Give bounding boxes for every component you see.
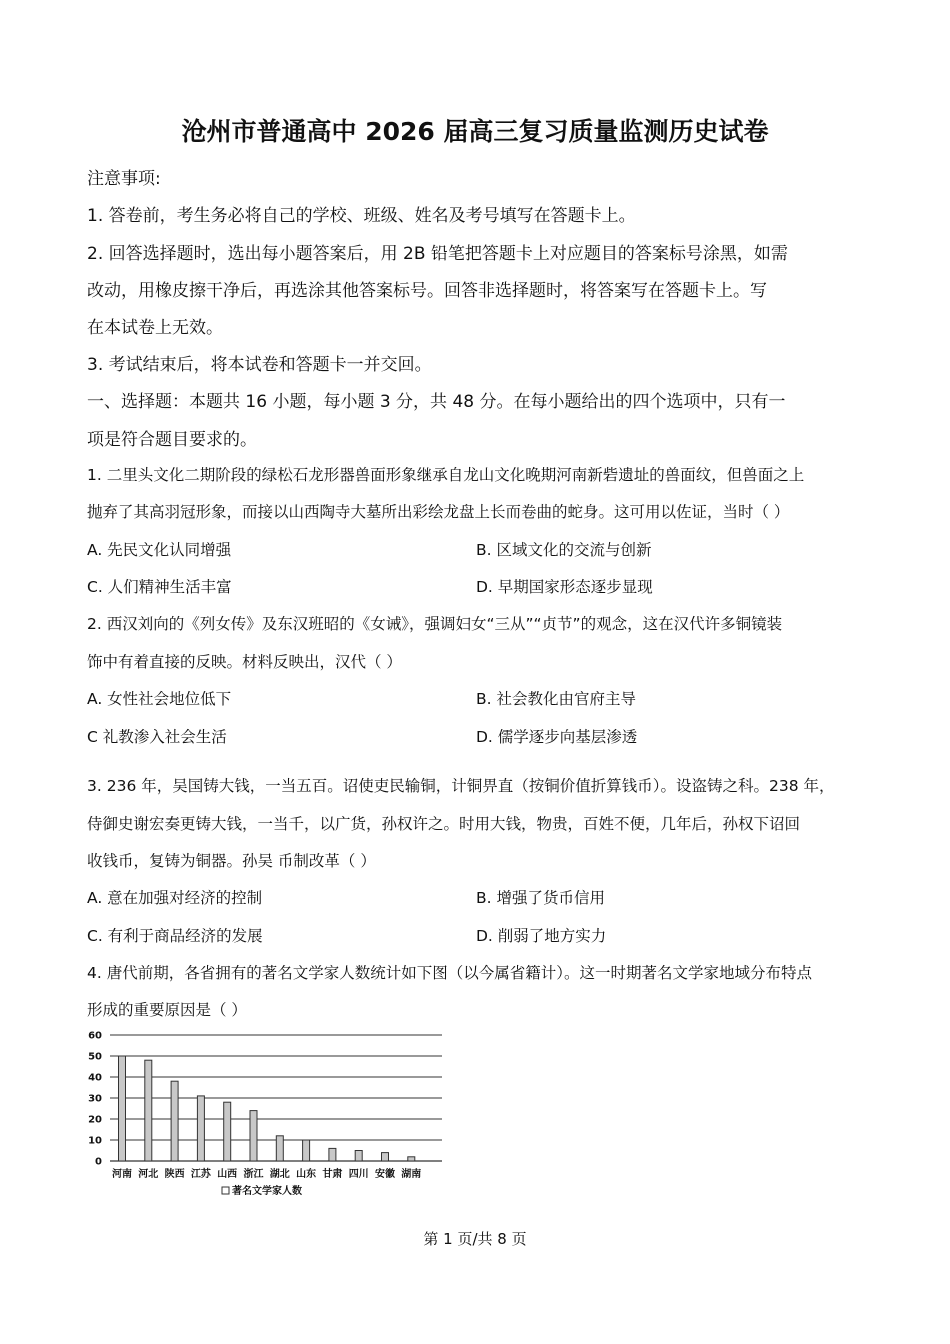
note-line: 3. 考试结束后，将本试卷和答题卡一并交回。 — [87, 355, 432, 375]
bar — [303, 1140, 310, 1161]
question-1-option-c: C. 人们精神生活丰富 — [87, 578, 232, 596]
bar — [145, 1060, 152, 1161]
question-3-text: 收钱币，复铸为铜器。孙吴 币制改革（ ） — [87, 852, 376, 870]
x-tick-label: 山东 — [296, 1169, 317, 1180]
bar — [119, 1056, 126, 1161]
note-line: 在本试卷上无效。 — [87, 318, 223, 338]
y-tick-label: 30 — [88, 1093, 102, 1105]
question-3-option-a: A. 意在加强对经济的控制 — [87, 889, 263, 907]
question-2-text: 2. 西汉刘向的《列女传》及东汉班昭的《女诫》，强调妇女“三从”“贞节”的观念，这在汉代许多铜镜装 — [87, 615, 783, 633]
x-tick-label: 浙江 — [243, 1169, 264, 1180]
bar — [250, 1111, 257, 1161]
question-3-option-b: B. 增强了货币信用 — [476, 889, 605, 907]
writers-bar-chart — [80, 1022, 450, 1204]
page-footer: 第 1 页/共 8 页 — [423, 1230, 527, 1248]
y-tick-label: 0 — [95, 1156, 102, 1168]
bar — [329, 1148, 336, 1161]
x-tick-label: 甘肃 — [322, 1169, 343, 1180]
y-tick-label: 60 — [88, 1030, 102, 1042]
note-line: 1. 答卷前，考生务必将自己的学校、班级、姓名及考号填写在答题卡上。 — [87, 206, 636, 226]
bar — [355, 1151, 362, 1162]
y-tick-label: 20 — [88, 1114, 102, 1126]
y-tick-label: 10 — [88, 1135, 102, 1147]
chart-bars — [119, 1056, 415, 1161]
y-tick-label: 40 — [88, 1072, 102, 1084]
question-3-text: 侍御史谢宏奏更铸大钱，一当千，以广货，孙权许之。时用大钱，物贵，百姓不便，几年后，孙权下诏回 — [87, 815, 801, 833]
x-tick-label: 山西 — [217, 1169, 238, 1180]
page-title: 沧州市普通高中 2026 届高三复习质量监测历史试卷 — [181, 117, 769, 146]
bar — [276, 1136, 283, 1161]
section-heading: 一、选择题：本题共 16 小题，每小题 3 分，共 48 分。在每小题给出的四个选项中，只有一 — [87, 392, 786, 412]
x-tick-label: 江苏 — [190, 1169, 211, 1180]
x-tick-label: 河北 — [138, 1169, 159, 1180]
section-heading: 项是符合题目要求的。 — [87, 430, 257, 450]
note-line: 2. 回答选择题时，选出每小题答案后，用 2B 铅笔把答题卡上对应题目的答案标号涂黑，如需 — [87, 244, 788, 264]
x-tick-label: 河南 — [112, 1169, 132, 1180]
x-tick-label: 安徽 — [375, 1169, 395, 1180]
bar — [197, 1096, 204, 1161]
legend-swatch — [222, 1187, 229, 1194]
x-tick-label: 四川 — [348, 1169, 369, 1180]
question-3-option-d: D. 削弱了地方实力 — [476, 927, 607, 945]
question-3-option-c: C. 有利于商品经济的发展 — [87, 927, 263, 945]
notes-heading: 注意事项: — [87, 169, 161, 189]
bar — [224, 1102, 231, 1161]
x-tick-label: 湖北 — [269, 1169, 290, 1180]
question-2-option-d: D. 儒学逐步向基层渗透 — [476, 728, 638, 746]
question-1-option-b: B. 区域文化的交流与创新 — [476, 541, 652, 559]
bar — [171, 1081, 178, 1161]
question-1-text: 1. 二里头文化二期阶段的绿松石龙形器兽面形象继承自龙山文化晚期河南新砦遗址的兽面纹，但兽面之上 — [87, 466, 805, 484]
question-1-option-d: D. 早期国家形态逐步显现 — [476, 578, 653, 596]
question-2-option-c: C 礼教渗入社会生活 — [87, 728, 227, 746]
y-tick-label: 50 — [88, 1051, 102, 1063]
chart-legend: 著名文学家人数 — [232, 1186, 302, 1197]
question-1-option-a: A. 先民文化认同增强 — [87, 541, 232, 559]
question-2-option-b: B. 社会教化由官府主导 — [476, 690, 636, 708]
question-4-text: 形成的重要原因是（ ） — [87, 1001, 247, 1019]
chart-x-ticks — [112, 1167, 421, 1180]
question-4-text: 4. 唐代前期，各省拥有的著名文学家人数统计如下图（以今属省籍计）。这一时期著名文学家地域分布特点 — [87, 964, 812, 982]
note-line: 改动，用橡皮擦干净后，再选涂其他答案标号。回答非选择题时，将答案写在答题卡上。写 — [87, 281, 767, 301]
x-tick-label: 陕西 — [164, 1169, 185, 1180]
question-1-text: 抛弃了其高羽冠形象，而接以山西陶寺大墓所出彩绘龙盘上长而卷曲的蛇身。这可用以佐证，当时（ ） — [87, 503, 790, 521]
question-2-option-a: A. 女性社会地位低下 — [87, 690, 232, 708]
x-tick-label: 湖南 — [401, 1169, 422, 1180]
bar — [408, 1157, 415, 1161]
question-2-text: 饰中有着直接的反映。材料反映出，汉代（ ） — [87, 653, 402, 671]
question-3-text: 3. 236 年，吴国铸大钱，一当五百。诏使吏民输铜，计铜畀直（按铜价值折算钱币）。设盗铸之科。238 年， — [87, 777, 835, 795]
bar — [382, 1153, 389, 1161]
chart-y-ticks — [88, 1031, 102, 1168]
